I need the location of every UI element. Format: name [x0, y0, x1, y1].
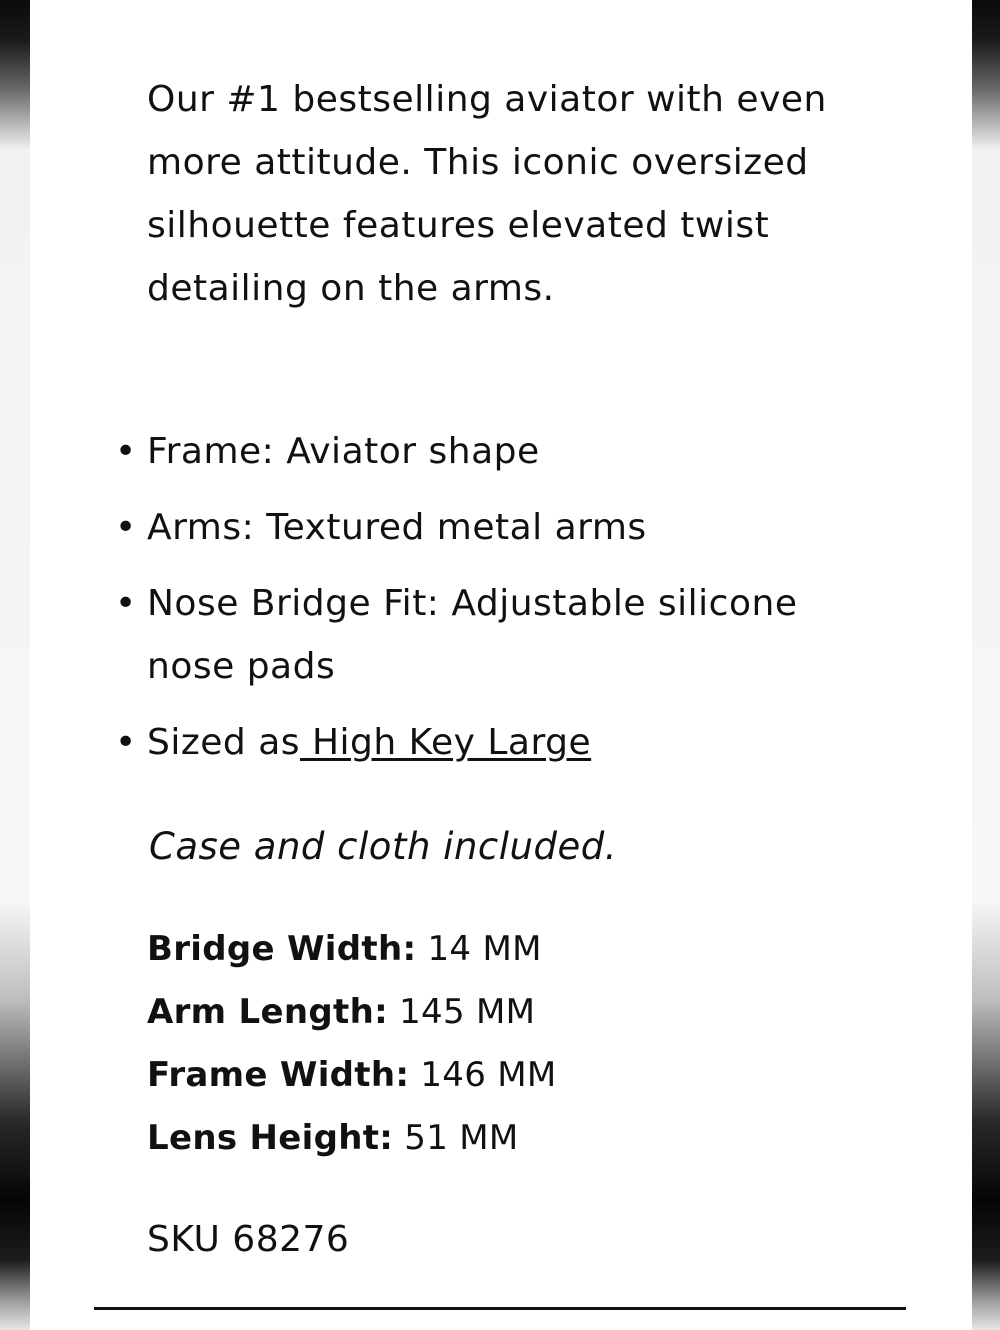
- feature-text: Nose Bridge Fit: Adjustable silicone nose pads: [147, 583, 798, 687]
- spec-value: 145 MM: [387, 992, 536, 1032]
- feature-text: Frame: Aviator shape: [147, 431, 540, 472]
- right-edge: [972, 0, 1000, 1330]
- feature-text: Arms: Textured metal arms: [147, 507, 647, 548]
- bullet-icon: •: [115, 507, 137, 548]
- bullet-icon: •: [115, 583, 137, 624]
- spec-label: Bridge Width:: [147, 929, 417, 969]
- product-description-panel: [30, 0, 972, 1330]
- spec-list: [147, 918, 557, 1170]
- included-note: Case and cloth included.: [149, 825, 617, 868]
- spec-label: Arm Length:: [147, 992, 388, 1032]
- left-edge: [0, 0, 30, 1330]
- sku-text: SKU 68276: [147, 1219, 350, 1260]
- section-divider: [94, 1307, 906, 1310]
- size-guide-link[interactable]: High Key Large: [300, 722, 592, 763]
- feature-item-nose-bridge: [115, 572, 867, 698]
- feature-item-size: [115, 711, 867, 774]
- spec-row-bridge-width: [147, 918, 557, 981]
- spec-label: Frame Width:: [147, 1055, 410, 1095]
- spec-value: 14 MM: [416, 929, 542, 969]
- feature-item-frame: [115, 420, 867, 483]
- spec-row-frame-width: [147, 1044, 557, 1107]
- bullet-icon: •: [115, 431, 137, 472]
- product-intro-text: Our #1 bestselling aviator with even more attitude. This iconic oversized silhouette features elevated twist detailing on the arms.: [147, 79, 827, 309]
- feature-text: Sized as: [147, 722, 301, 763]
- spec-value: 146 MM: [409, 1055, 557, 1095]
- spec-row-arm-length: [147, 981, 557, 1044]
- bullet-icon: •: [115, 722, 137, 763]
- spec-row-lens-height: [147, 1107, 557, 1170]
- feature-list: [115, 420, 867, 787]
- spec-value: 51 MM: [393, 1118, 519, 1158]
- feature-item-arms: [115, 496, 867, 559]
- spec-label: Lens Height:: [147, 1118, 394, 1158]
